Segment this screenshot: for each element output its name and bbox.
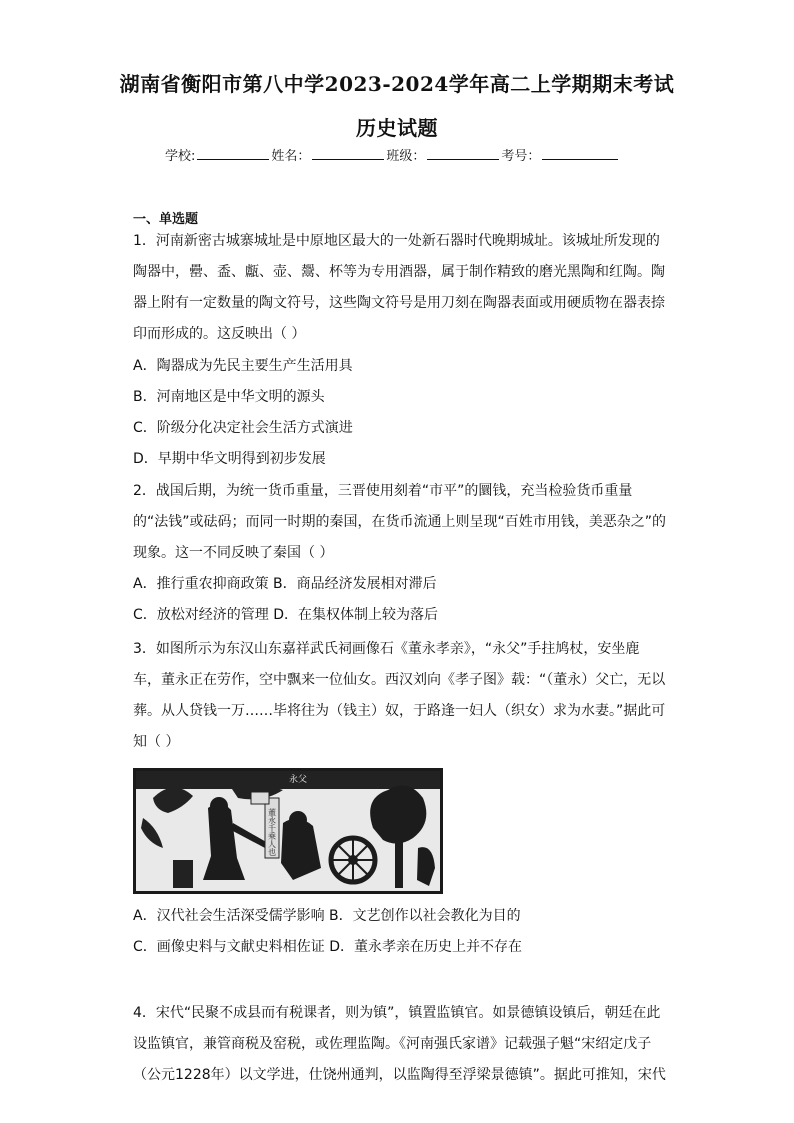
number-blank[interactable] [542, 147, 618, 160]
option-cd[interactable]: C．放松对经济的管理 D．在集权体制上较为落后 [133, 607, 439, 623]
school-label: 学校: [165, 149, 196, 164]
inscription-yongfu: 永父 [289, 775, 308, 785]
question-3-options [133, 901, 522, 963]
option-cd[interactable]: C．画像史料与文献史料相佐证 D．董永孝亲在历史上并不存在 [133, 939, 523, 955]
name-label: 姓名： [271, 149, 311, 164]
number-label: 考号： [501, 149, 541, 164]
question-2-stem: 2．战国后期，为统一货币重量，三晋使用刻着“市平”的圜钱，充当检验货币重量的“法钱”或砝码；而同一时期的秦国，在货币流通上则呈现“百姓市用钱，美恶杂之”的现象。这一不同反映了秦国（ ） [133, 483, 667, 561]
option-ab[interactable]: A．推行重农抑商政策 B．商品经济发展相对滞后 [133, 576, 437, 592]
question-3-stem: 3．如图所示为东汉山东嘉祥武氏祠画像石《董永孝亲》，“永父”手拄鸠杖，安坐鹿车，董永正在劳作，空中飘来一位仙女。西汉刘向《孝子图》载：“（董永）父亡，无以葬。从人贷钱一万……毕将往为（钱主）奴，于路逢一妇人（织女）求为水妻。”据此可知（ ） [133, 641, 666, 750]
school-blank[interactable] [197, 147, 269, 160]
class-label: 班级： [386, 149, 426, 164]
stone-relief-image [133, 768, 443, 894]
option-b[interactable]: B．河南地区是中华文明的源头 [133, 389, 325, 405]
class-blank[interactable] [427, 147, 499, 160]
section-heading: 一、单选题 [133, 212, 199, 227]
question-1-stem: 1．河南新密古城寨城址是中原地区最大的一处新石器时代晚期城址。该城址所发现的陶器中，罍、盉、甗、壶、鬶、杯等为专用酒器，属于制作精致的磨光黑陶和红陶。陶器上附有一定数量的陶文符号，这些陶文符号是用刀刻在陶器表面或用硬质物在器表捺印而形成的。这反映出（ ） [133, 233, 665, 342]
option-d[interactable]: D．早期中华文明得到初步发展 [133, 451, 326, 467]
exam-subtitle: 历史试题 [356, 116, 438, 140]
option-ab[interactable]: A．汉代社会生活深受儒学影响 B．文艺创作以社会教化为目的 [133, 908, 521, 924]
question-4 [133, 998, 667, 1091]
question-3 [133, 634, 667, 758]
question-2-options [133, 569, 438, 631]
student-info-row [165, 145, 620, 164]
inscription-dongyong: 董永千乘人也 [267, 808, 277, 856]
name-blank[interactable] [312, 147, 384, 160]
question-2 [133, 476, 667, 569]
question-1 [133, 226, 667, 350]
option-c[interactable]: C．阶级分化决定社会生活方式演进 [133, 420, 353, 436]
option-a[interactable]: A．陶器成为先民主要生产生活用具 [133, 358, 353, 374]
exam-title: 湖南省衡阳市第八中学2023-2024学年高二上学期期末考试 [119, 72, 675, 96]
question-4-stem: 4．宋代“民聚不成县而有税课者，则为镇”，镇置监镇官。如景德镇设镇后，朝廷在此设监镇官，兼管商税及窑税，或佐理监陶。《河南强氏家谱》记载强子魁“宋绍定戊子（公元1228年）以文学进，仕饶州通判，以监陶得至浮梁景德镇”。据此可推知，宋代 [133, 1005, 666, 1083]
question-1-options [133, 351, 353, 475]
